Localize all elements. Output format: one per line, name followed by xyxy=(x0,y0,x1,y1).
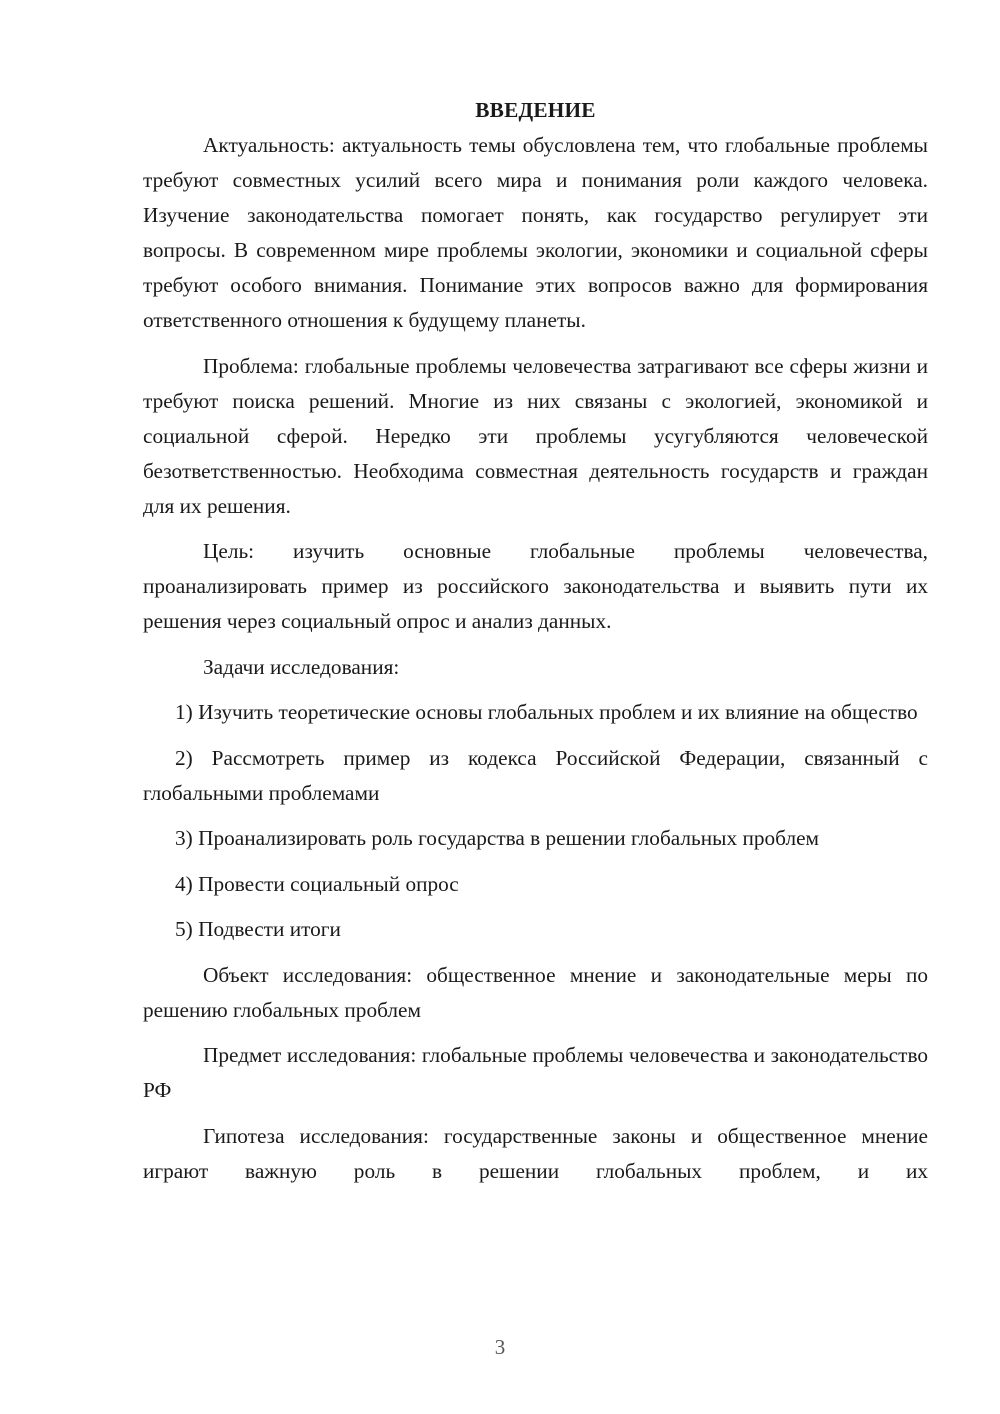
tasks-list xyxy=(143,695,928,947)
document-page xyxy=(143,93,928,1199)
list-item: 1) Изучить теоретические основы глобальных проблем и их влияние на общество xyxy=(175,700,918,724)
tasks-title: Задачи исследования: xyxy=(203,654,400,679)
list-item: 2) Рассмотреть пример из кодекса Российской Федерации, связанный с глобальными проблемами xyxy=(143,745,928,805)
paragraph-object: Объект исследования: общественное мнение и законодательные меры по решению глобальных проблем xyxy=(143,962,928,1022)
paragraph-subject: Предмет исследования: глобальные проблемы человечества и законодательство РФ xyxy=(143,1043,928,1102)
list-item: 4) Провести социальный опрос xyxy=(175,871,459,896)
page-number: 3 xyxy=(494,1335,506,1359)
paragraph-hypothesis: Гипотеза исследования: государственные законы и общественное мнение играют важную роль в решении глобальных проблем, и их xyxy=(143,1123,928,1183)
paragraph-relevance: Актуальность: актуальность темы обусловлена тем, что глобальные проблемы требуют совместных усилий всего мира и понимания роли каждого человека. Изучение законодательства помогает понять, как государство регулирует эти вопросы. В современном мире проблемы экологии, экономики и социальной сферы требуют особого внимания. Понимание этих вопросов важно для формирования ответственного отношения к будущему планеты. xyxy=(143,133,928,332)
paragraph-goal: Цель: изучить основные глобальные проблемы человечества, проанализировать пример из российского законодательства и выявить пути их решения через социальный опрос и анализ данных. xyxy=(143,539,928,633)
list-item: 5) Подвести итоги xyxy=(175,917,341,941)
paragraph-problem: Проблема: глобальные проблемы человечества затрагивают все сферы жизни и требуют поиска решений. Многие из них связаны с экологией, экономикой и социальной сферой. Нередко эти проблемы усугубляются человеческой безответственностью. Необходима совместная деятельность государств и граждан для их решения. xyxy=(143,353,928,518)
list-item: 3) Проанализировать роль государства в решении глобальных проблем xyxy=(175,826,820,850)
section-heading: ВВЕДЕНИЕ xyxy=(475,98,596,122)
